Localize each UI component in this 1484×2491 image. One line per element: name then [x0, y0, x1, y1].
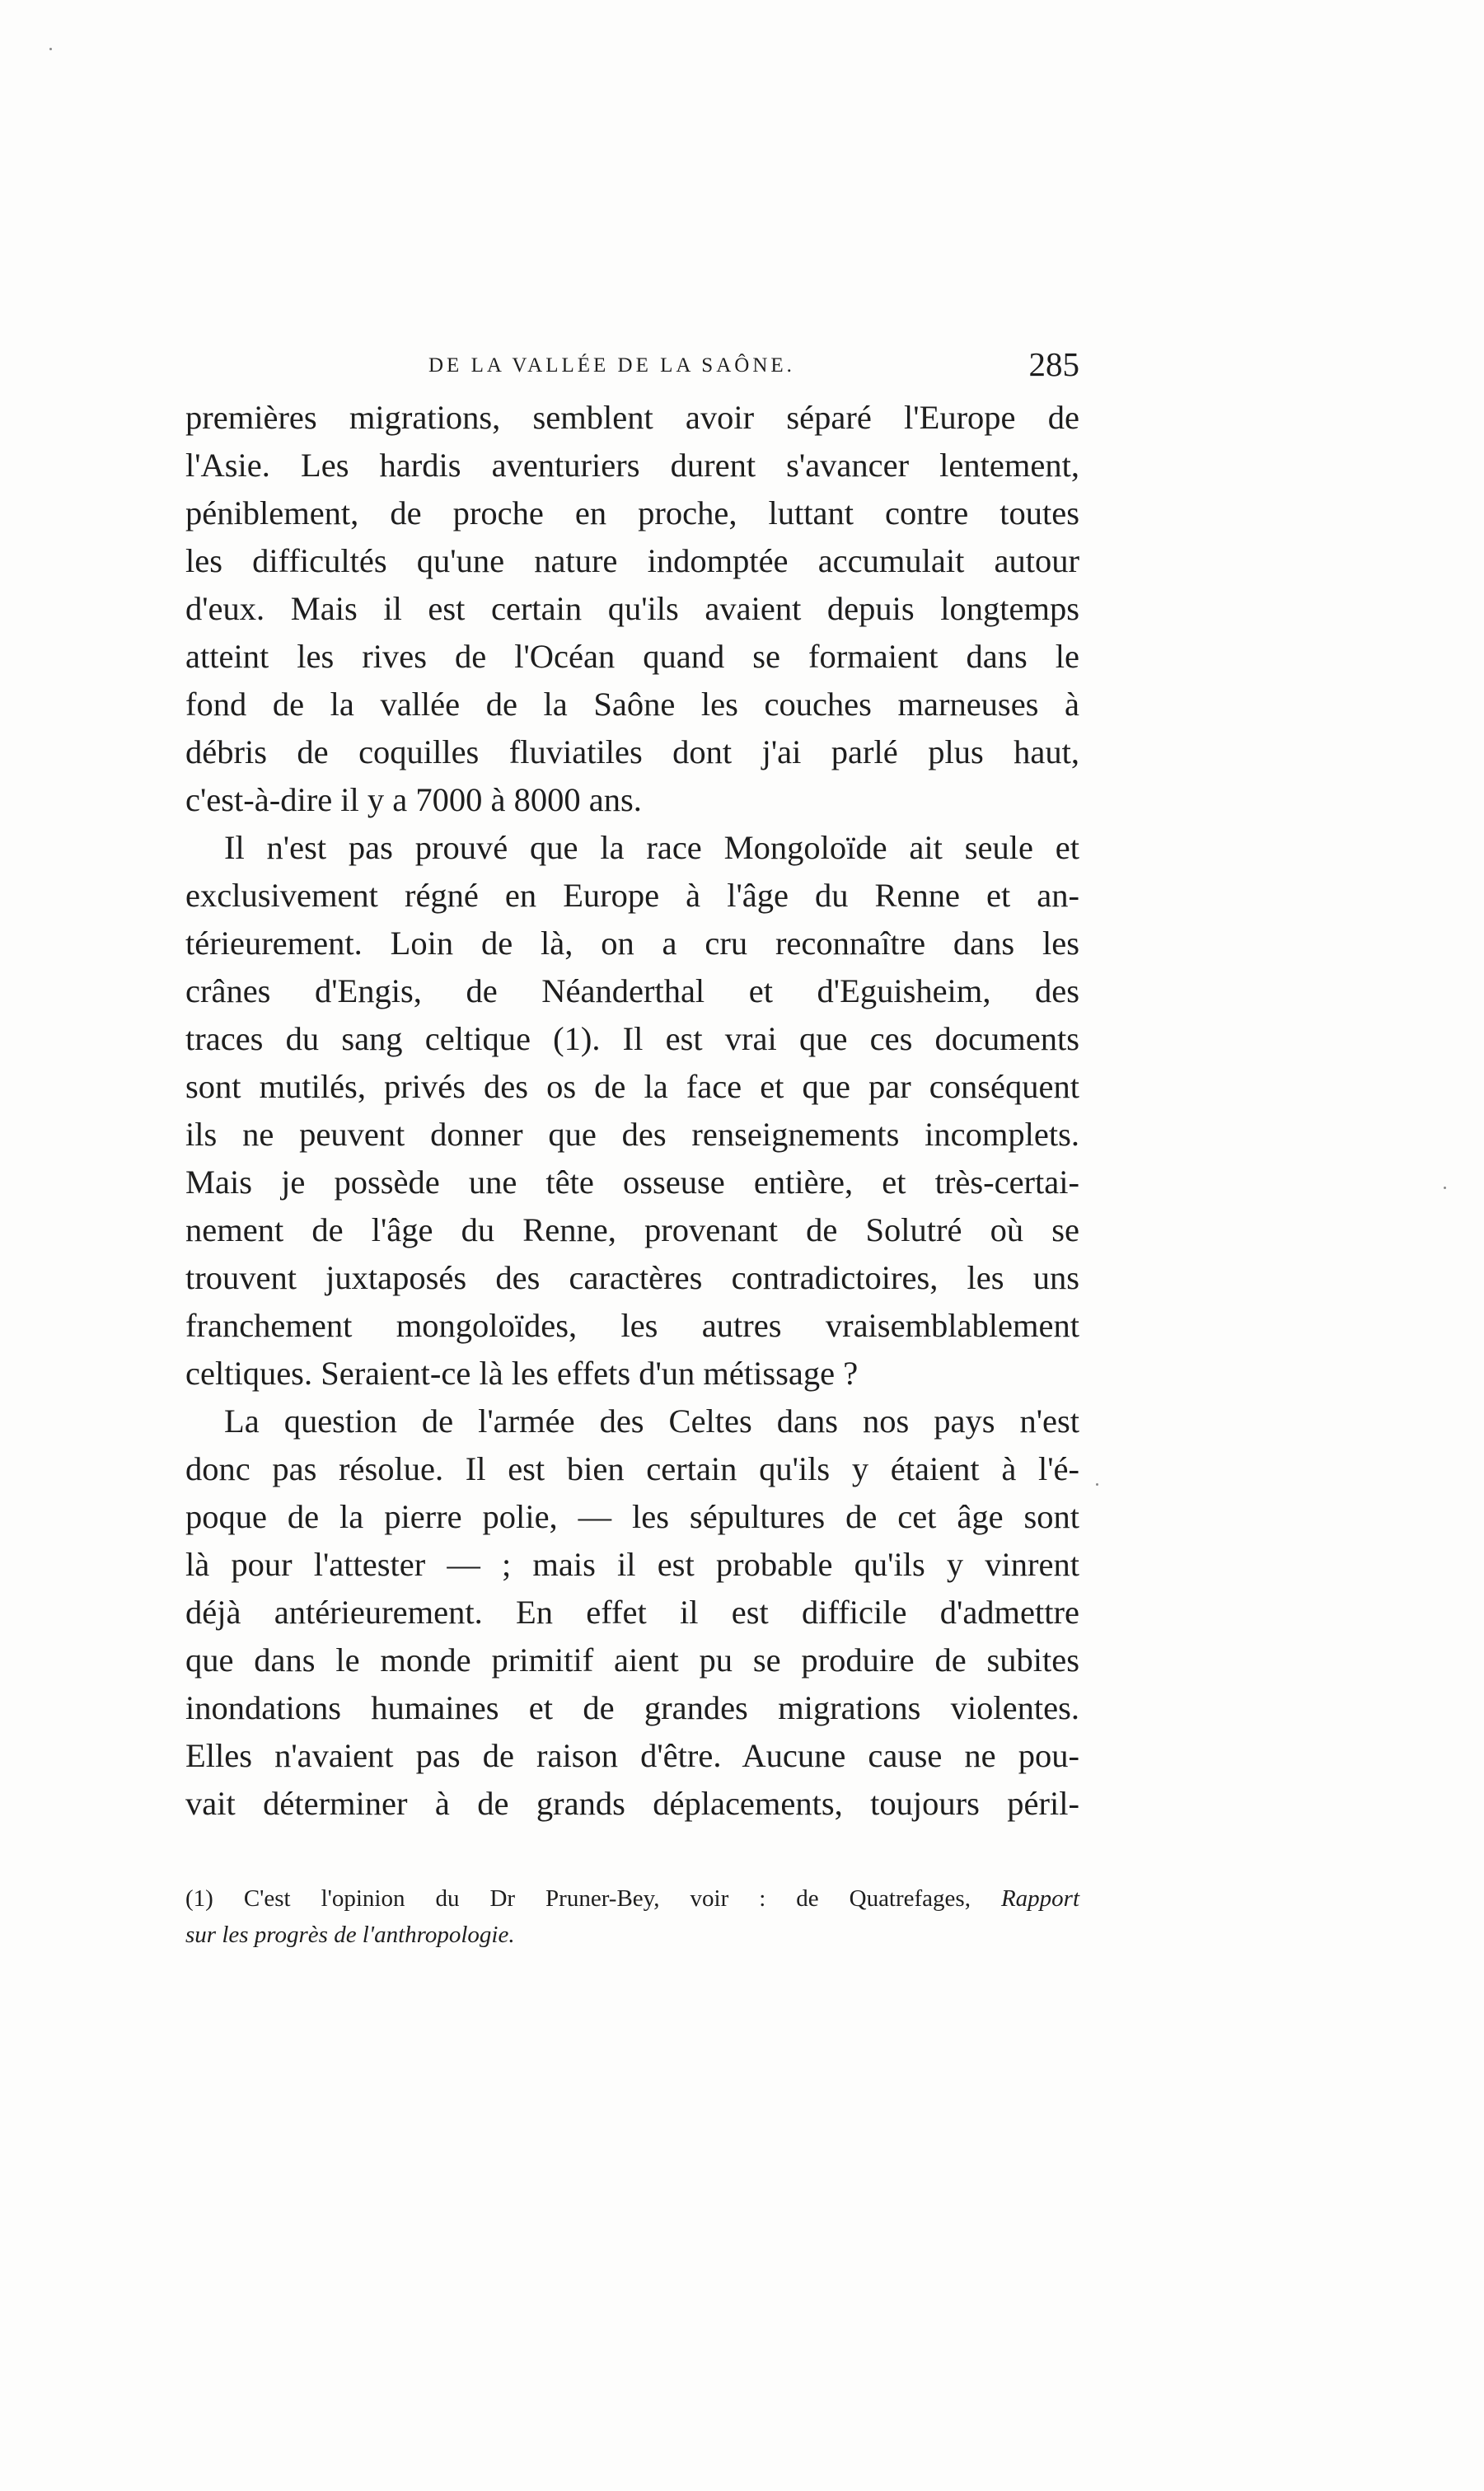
scan-speck — [49, 48, 52, 50]
footnote-line — [185, 1880, 1079, 1917]
footnote-marker: (1) — [185, 1885, 213, 1912]
text-line: poque de la pierre polie, — les sépultures de cet âge sont — [185, 1498, 1079, 1535]
text-line: exclusivement régné en Europe à l'âge du Renne et an- — [185, 877, 1079, 914]
text-line: ils ne peuvent donner que des renseignements incomplets. — [185, 1116, 1079, 1153]
text-line: inondations humaines et de grandes migrations violentes. — [185, 1689, 1079, 1726]
text-line: débris de coquilles fluviatiles dont j'ai parlé plus haut, — [185, 733, 1079, 770]
page-header — [185, 344, 1079, 386]
text-line: traces du sang celtique (1). Il est vrai que ces documents — [185, 1020, 1079, 1057]
scan-speck — [1444, 1187, 1446, 1189]
text-line: Il n'est pas prouvé que la race Mongoloïde ait seule et — [224, 829, 1079, 866]
text-line: atteint les rives de l'Océan quand se formaient dans le — [185, 638, 1079, 675]
page-number: 285 — [1028, 345, 1079, 383]
footnote-italic-title-cont: sur les progrès de l'anthropologie. — [185, 1922, 515, 1948]
footnote-italic-title: Rapport — [1000, 1885, 1080, 1912]
text-line: Elles n'avaient pas de raison d'être. Aucune cause ne pou- — [185, 1737, 1079, 1774]
text-line: premières migrations, semblent avoir séparé l'Europe de — [185, 399, 1079, 436]
text-line: La question de l'armée des Celtes dans nos pays n'est — [224, 1402, 1079, 1440]
text-line: crânes d'Engis, de Néanderthal et d'Eguisheim, des — [185, 972, 1079, 1009]
text-line: péniblement, de proche en proche, luttant contre toutes — [185, 494, 1079, 531]
text-line: là pour l'attester — ; mais il est probable qu'ils y vinrent — [185, 1546, 1079, 1583]
footnote-line — [185, 1917, 1079, 1953]
text-line: c'est-à-dire il y a 7000 à 8000 ans. — [185, 781, 642, 818]
text-line: trouvent juxtaposés des caractères contradictoires, les uns — [185, 1259, 1079, 1296]
running-head: DE LA VALLÉE DE LA SAÔNE. — [428, 354, 795, 377]
text-line: que dans le monde primitif aient pu se produire de subites — [185, 1641, 1079, 1679]
text-line: fond de la vallée de la Saône les couches marneuses à — [185, 686, 1079, 723]
text-line: térieurement. Loin de là, on a cru reconnaître dans les — [185, 925, 1079, 962]
body-text — [185, 394, 1079, 1828]
text-line: Mais je possède une tête osseuse entière, et très-certai- — [185, 1164, 1079, 1201]
text-line: celtiques. Seraient-ce là les effets d'un métissage ? — [185, 1355, 859, 1392]
footnote — [185, 1880, 1079, 1953]
scan-speck — [1096, 1483, 1098, 1486]
text-line: franchement mongoloïdes, les autres vraisemblablement — [185, 1307, 1079, 1344]
text-line: sont mutilés, privés des os de la face et que par conséquent — [185, 1068, 1079, 1105]
text-line: vait déterminer à de grands déplacements, toujours péril- — [185, 1785, 1079, 1822]
text-line: donc pas résolue. Il est bien certain qu'ils y étaient à l'é- — [185, 1450, 1079, 1487]
footnote-text: C'est l'opinion du Dr Pruner-Bey, voir : de Quatrefages, — [243, 1885, 971, 1912]
text-line: d'eux. Mais il est certain qu'ils avaient depuis longtemps — [185, 590, 1079, 627]
text-line: l'Asie. Les hardis aventuriers durent s'avancer lentement, — [185, 447, 1079, 484]
text-line: déjà antérieurement. En effet il est difficile d'admettre — [185, 1594, 1079, 1631]
text-line: les difficultés qu'une nature indomptée accumulait autour — [185, 542, 1079, 579]
text-line: nement de l'âge du Renne, provenant de Solutré où se — [185, 1211, 1079, 1248]
